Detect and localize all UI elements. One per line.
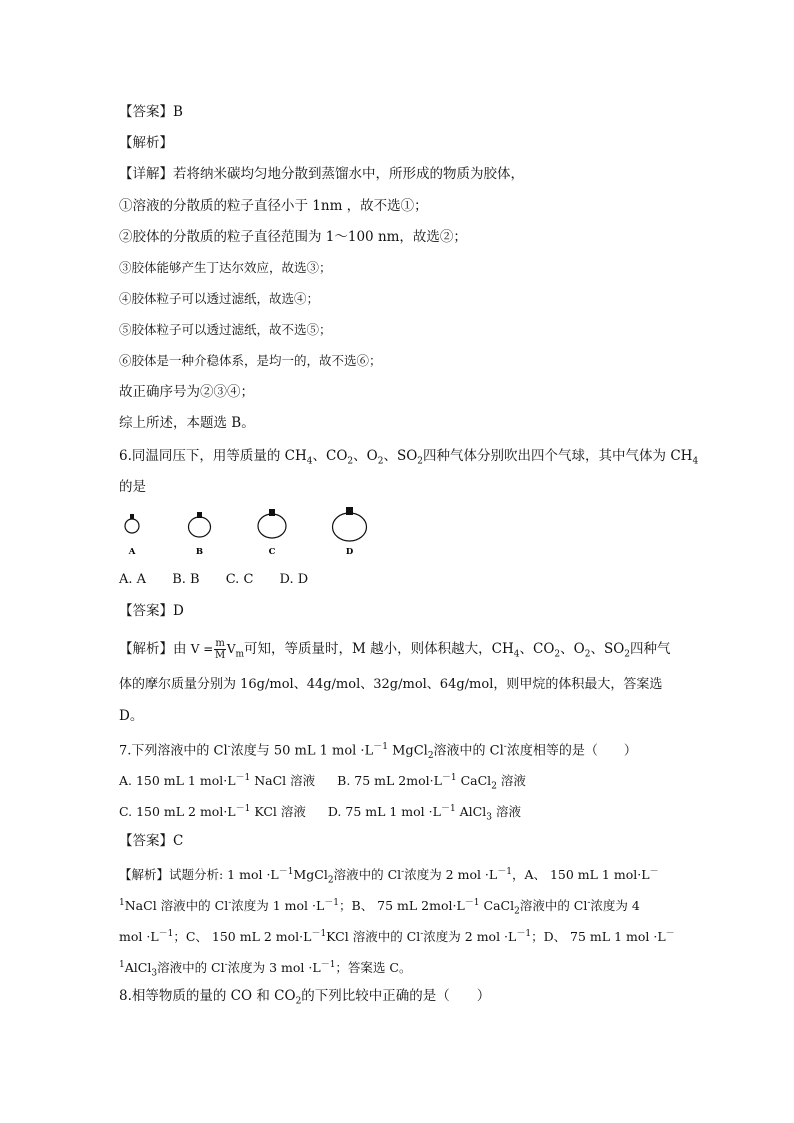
balloon-d xyxy=(333,507,367,557)
molar-volume-formula: V = $\frac{m}{M}$ $V_m$ xyxy=(190,638,245,661)
q7-option-a[interactable]: A. 150 mL 1 $mol\cdot L^{-1}$ NaCl 溶液 xyxy=(119,773,316,789)
q5-detail: 【详解】若将纳米碳均匀地分散到蒸馏水中，所形成的物质为胶体， xyxy=(119,166,524,182)
q5-correct-seq: 故正确序号为②③④； xyxy=(119,384,254,400)
balloon-b xyxy=(189,512,211,557)
q7-analysis-line3: mol $\cdot L^{-1}$；C、 150 mL 2 $mol\cdot L^{-1}KCl$ 溶液中的 Cl-浓度为 2 mol $\cdot L^{-1}$；D、 75 mL 1 mol ·L－ xyxy=(119,929,675,945)
q7-option-d[interactable]: D. 75 mL 1 mol $\cdot L^{-1}$ AlCl$_3$ 溶液 xyxy=(327,804,521,823)
q6-answer: 【答案】D xyxy=(119,603,184,619)
q6-stem: 6.同温同压下，用等质量的 $CH_4$、$CO_2$、$O_2$、$SO_2$四种气体分别吹出四个气球，其中气体为 $CH_4$ xyxy=(119,448,699,467)
q5-answer: 【答案】B xyxy=(119,104,183,120)
q7-options-ab xyxy=(119,768,526,797)
q5-item-1: ①溶液的分散质的粒子直径小于 1nm ，故不选①； xyxy=(119,198,428,214)
q7-options-cd xyxy=(119,799,521,828)
q5-item-4: ④胶体粒子可以透过滤纸，故选④； xyxy=(119,291,320,306)
q6-analysis-line3: D。 xyxy=(119,708,144,724)
q5-item-3: ③胶体能够产生丁达尔效应，故选③； xyxy=(119,260,332,275)
q7-analysis-line2: $^1$NaCl 溶液中的 Cl-浓度为 1 mol $\cdot L^{-1}$；B、 75 mL $2mol\cdot L^{-1}$ CaCl$_2$溶液中的 Cl-浓度为 4 xyxy=(119,898,640,917)
q6-stem-line2: 的是 xyxy=(119,479,146,495)
balloon-a xyxy=(125,514,139,557)
q7-stem: 7.下列溶液中的 Cl-浓度与 50 mL 1 mol $\cdot L^{-1}$ MgCl$_2$溶液中的 Cl-浓度相等的是（ ） xyxy=(119,742,637,761)
q6-analysis-line1: 【解析】由 V = $\frac{m}{M}$ $V_m$可知，等质量时，M 越小，则体积越大，$CH_4$、$CO_2$、$O_2$、$SO_2$四种气 xyxy=(119,638,671,661)
q6-option-a[interactable]: A. A xyxy=(119,572,147,587)
q6-options xyxy=(119,570,308,590)
q7-analysis-line4: $^1$AlCl$_3$溶液中的 Cl-浓度为 3 mol $\cdot L^{-1}$；答案选 C。 xyxy=(119,960,412,979)
q5-conclusion: 综上所述，本题选 B。 xyxy=(119,415,255,431)
balloon-figure xyxy=(119,506,379,566)
q5-analysis-heading: 【解析】 xyxy=(119,135,173,151)
q7-option-c[interactable]: C. 150 mL 2 $mol\cdot L^{-1}$ KCl 溶液 xyxy=(119,804,306,820)
q7-answer: 【答案】C xyxy=(119,833,184,849)
balloon-label-d: D xyxy=(345,547,354,557)
balloon-label-b: B xyxy=(195,547,204,557)
q5-item-5: ⑤胶体粒子可以透过滤纸，故不选⑤； xyxy=(119,322,332,337)
balloon-c xyxy=(258,509,286,557)
q8-stem: 8.相等物质的量的 CO 和 $CO_2$的下列比较中正确的是（ ） xyxy=(119,988,491,1007)
balloon-label-a: A xyxy=(128,547,136,557)
q6-option-d[interactable]: D. D xyxy=(279,572,309,587)
q6-analysis-line2: 体的摩尔质量分别为 16g/mol、44g/mol、32g/mol、64g/mol，则甲烷的体积最大，答案选 xyxy=(119,677,663,692)
q6-option-b[interactable]: B. B xyxy=(172,572,200,587)
q7-option-b[interactable]: B. 75 mL $2mol\cdot L^{-1}$ CaCl$_2$ 溶液 xyxy=(337,773,526,792)
q7-analysis-line1: 【解析】试题分析: 1 mol $\cdot L^{-1}MgCl_2$溶液中的 Cl-浓度为 2 mol $\cdot L^{-1}$，A、 150 mL 1 mol·L－ xyxy=(119,867,659,886)
balloon-label-c: C xyxy=(268,547,276,557)
q6-option-c[interactable]: C. C xyxy=(225,572,254,587)
q5-item-6: ⑥胶体是一种介稳体系，是均一的，故不选⑥； xyxy=(119,353,382,368)
q5-item-2: ②胶体的分散质的粒子直径范围为 1～100 nm，故选②； xyxy=(119,229,467,245)
